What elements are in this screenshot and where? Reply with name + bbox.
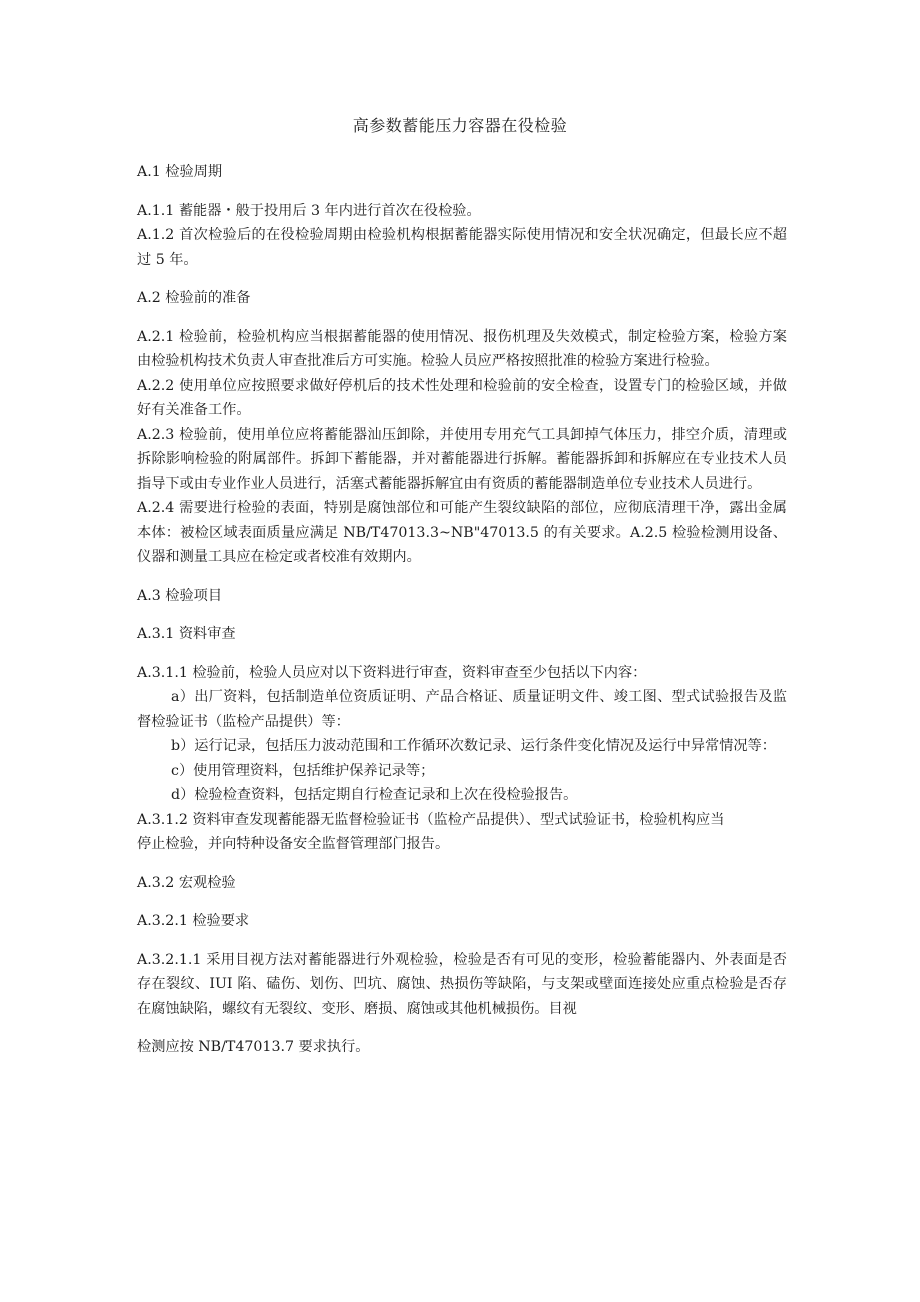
paragraph-a2-2: A.2.2 使用单位应按照要求做好停机后的技术性处理和检验前的安全检查，设置专门的检验区域，并做好有关准备工作。 [137, 377, 787, 418]
paragraph-a3-2-1-1-continued: 检测应按 NB/T47013.7 要求执行。 [137, 1039, 370, 1055]
list-item-a: a）出厂资料，包括制造单位资质证明、产品合格证、质量证明文件、竣工图、型式试验报告及监督检验证书（监检产品提供）等： [137, 689, 787, 730]
section-heading-a1: A.1 检验周期 [137, 164, 223, 180]
subsection-heading-a3-1: A.3.1 资料审查 [137, 626, 236, 642]
paragraph-a3-1-2-line2: 停止检验，并向特种设备安全监督管理部门报告。 [137, 836, 450, 852]
subsection-heading-a3-2: A.3.2 宏观检验 [137, 874, 236, 891]
list-item-b: b）运行记录，包括压力波动范围和工作循环次数记录、运行条件变化情况及运行中异常情况等： [171, 738, 776, 754]
paragraph-a2-3: A.2.3 检验前，使用单位应将蓄能器汕压卸除，并使用专用充气工具卸掉气体压力，排空介质，清理或拆除影响检验的附属部件。拆卸下蓄能器，并对蓄能器进行拆解。蓄能器拆卸和拆解应在专业技术人员指导下或由专业作业人员进行，活塞式蓄能器拆解宜由有资质的蓄能器制造单位专业技术人员进行。 [137, 426, 787, 492]
paragraph-a1-2: A.1.2 首次检验后的在役检验周期由检验机构根据蓄能器实际使用情况和安全状况确定，但最长应不超过 5 年。 [137, 227, 787, 268]
document-body [137, 160, 787, 1060]
section-heading-a2: A.2 检验前的准备 [137, 290, 251, 306]
paragraph-a3-2-1-1: A.3.2.1.1 采用目视方法对蓄能器进行外观检验，检验是否有可见的变形，检验蓄能器内、外表面是否存在裂纹、IUI 陷、磕伤、划伤、凹坑、腐蚀、热损伤等缺陷，与支架或壁面连接处应重点检验是否存在腐蚀缺陷，螺纹有无裂纹、变形、磨损、腐蚀或其他机械损伤。目视 [137, 951, 787, 1017]
document-title: 高参数蓄能压力容器在役检验 [352, 116, 568, 135]
paragraph-a3-1-2-line1: A.3.1.2 资料审查发现蓄能器无监督检验证书（监检产品提供）、型式试验证书，检验机构应当 [137, 811, 725, 828]
paragraph-a3-1-1: A.3.1.1 检验前，检验人员应对以下资料进行审查，资料审查至少包括以下内容： [137, 664, 647, 681]
section-heading-a3: A.3 检验项目 [137, 587, 223, 604]
list-item-d: d）检验检查资料，包括定期自行检查记录和上次在役检验报告。 [171, 787, 578, 803]
paragraph-a1-1: A.1.1 蓄能器・般于投用后 3 年内进行首次在役检验。 [137, 202, 481, 219]
list-item-c: c）使用管理资料，包括维护保养记录等； [171, 762, 435, 779]
subsection-heading-a3-2-1: A.3.2.1 检验要求 [137, 913, 250, 929]
paragraph-a2-1: A.2.1 检验前，检验机构应当根据蓄能器的使用情况、报伤机理及失效模式，制定检验方案，检验方案由检验机构技术负责人审查批准后方可实施。检验人员应严格按照批准的检验方案进行检验。 [137, 328, 787, 369]
paragraph-a2-4: A.2.4 需要进行检验的表面，特别是腐蚀部位和可能产生裂纹缺陷的部位，应彻底清理干净，露出金属本体：被检区域表面质量应满足 NB/T47013.3~NB"47013.5 的有关要求。A.2.5 检验检测用设备、仪器和测量工具应在检定或者校准有效期内。 [137, 500, 787, 565]
